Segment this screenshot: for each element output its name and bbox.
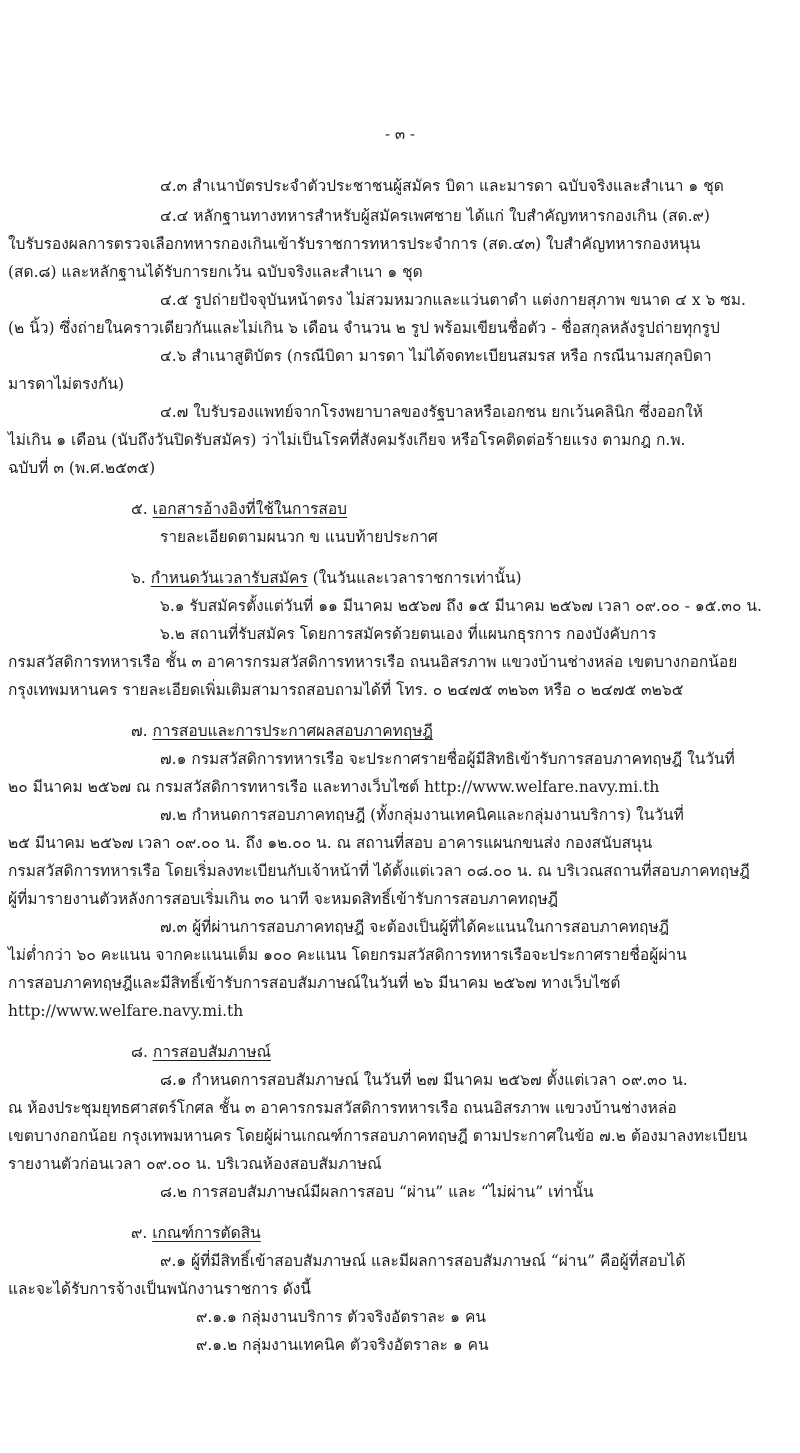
text-line: มารดาไม่ตรงกัน) [8, 375, 125, 393]
section-title: เอกสารอ้างอิงที่ใช้ในการสอบ [152, 500, 348, 518]
text-line: เขตบางกอกน้อย กรุงเทพมหานคร โดยผู้ผ่านเกณฑ์การสอบภาคทฤษฎี ตามประกาศในข้อ ๗.๒ ต้องมาลงทะเบียน [8, 1127, 748, 1145]
section-title: การสอบสัมภาษณ์ [152, 1043, 272, 1061]
text-line: ฉบับที่ ๓ (พ.ศ.๒๕๓๕) [8, 459, 156, 477]
text-line: ใบรับรองผลการตรวจเลือกทหารกองเกินเข้ารับราชการทหารประจำการ (สด.๔๓) ใบสำคัญทหารกองหนุน [8, 235, 701, 253]
text-line: ๖.๑ รับสมัครตั้งแต่วันที่ ๑๑ มีนาคม ๒๕๖๗ ถึง ๑๕ มีนาคม ๒๕๖๗ เวลา ๐๙.๐๐ - ๑๕.๓๐ น. [160, 597, 762, 615]
section-number: ๙. [131, 1224, 153, 1242]
section-number: ๘. [131, 1043, 153, 1061]
text-line: ๗.๒ กำหนดการสอบภาคทฤษฎี (ทั้งกลุ่มงานเทคนิคและกลุ่มงานบริการ) ในวันที่ [160, 806, 684, 824]
text-line: ไม่เกิน ๑ เดือน (นับถึงวันปิดรับสมัคร) ว่าไม่เป็นโรคที่สังคมรังเกียจ หรือโรคติดต่อร้ายแรง ตามกฎ ก.พ. [8, 431, 686, 449]
text-line: ๒๐ มีนาคม ๒๕๖๗ ณ กรมสวัสดิการทหารเรือ และทางเว็บไซต์ http://www.welfare.navy.mi.th [8, 778, 660, 796]
section-title: การสอบและการประกาศผลสอบภาคทฤษฎี [152, 722, 433, 740]
section-heading [131, 568, 522, 588]
text-line: ๘.๑ กำหนดการสอบสัมภาษณ์ ในวันที่ ๒๗ มีนาคม ๒๕๖๗ ตั้งแต่เวลา ๐๙.๓๐ น. [160, 1071, 688, 1089]
section-heading [131, 721, 433, 741]
text-line: ๒๕ มีนาคม ๒๕๖๗ เวลา ๐๙.๐๐ น. ถึง ๑๒.๐๐ น. ณ สถานที่สอบ อาคารแผนกขนส่ง กองสนับสนุน [8, 834, 653, 852]
text-line: ๖.๒ สถานที่รับสมัคร โดยการสมัครด้วยตนเอง ที่แผนกธุรการ กองบังคับการ [160, 625, 657, 643]
section-note: (ในวันและเวลาราชการเท่านั้น) [307, 569, 522, 587]
section-heading [131, 1223, 261, 1243]
section-number: ๗. [131, 722, 153, 740]
section-title: กำหนดวันเวลารับสมัคร [150, 569, 308, 587]
text-line: ๘.๒ การสอบสัมภาษณ์มีผลการสอบ “ผ่าน” และ “ไม่ผ่าน” เท่านั้น [160, 1183, 594, 1201]
text-line: http://www.welfare.navy.mi.th [8, 1002, 244, 1020]
section-heading [131, 1042, 271, 1062]
text-line: ไม่ต่ำกว่า ๖๐ คะแนน จากคะแนนเต็ม ๑๐๐ คะแนน โดยกรมสวัสดิการทหารเรือจะประกาศรายชื่อผู้ผ่าน [8, 946, 687, 964]
text-line: ๗.๑ กรมสวัสดิการทหารเรือ จะประกาศรายชื่อผู้มีสิทธิเข้ารับการสอบภาคทฤษฎี ในวันที่ [160, 750, 735, 768]
text-line: ๙.๑.๑ กลุ่มงานบริการ ตัวจริงอัตราละ ๑ คน [196, 1308, 486, 1326]
text-line: ๙.๑ ผู้ที่มีสิทธิ์เข้าสอบสัมภาษณ์ และมีผลการสอบสัมภาษณ์ “ผ่าน” คือผู้ที่สอบได้ [160, 1252, 686, 1270]
section-heading [131, 499, 347, 519]
text-line: รายละเอียดตามผนวก ข แนบท้ายประกาศ [160, 528, 438, 546]
text-line: ๔.๔ หลักฐานทางทหารสำหรับผู้สมัครเพศชาย ได้แก่ ใบสำคัญทหารกองเกิน (สด.๙) [160, 207, 710, 225]
text-line: กรมสวัสดิการทหารเรือ ชั้น ๓ อาคารกรมสวัสดิการทหารเรือ ถนนอิสรภาพ แขวงบ้านช่างหล่อ เขตบางกอกน้อย [8, 653, 738, 671]
text-line: ๙.๑.๒ กลุ่มงานเทคนิค ตัวจริงอัตราละ ๑ คน [196, 1336, 489, 1354]
text-line: (๒ นิ้ว) ซึ่งถ่ายในคราวเดียวกันและไม่เกิน ๖ เดือน จำนวน ๒ รูป พร้อมเขียนชื่อตัว - ชื่อสกุลหลังรูปถ่ายทุกรูป [8, 319, 720, 337]
text-line: ณ ห้องประชุมยุทธศาสตร์โกศล ชั้น ๓ อาคารกรมสวัสดิการทหารเรือ ถนนอิสรภาพ แขวงบ้านช่างหล่อ [8, 1099, 677, 1117]
section-title: เกณฑ์การตัดสิน [152, 1224, 261, 1242]
text-line: (สด.๘) และหลักฐานได้รับการยกเว้น ฉบับจริงและสำเนา ๑ ชุด [8, 263, 423, 281]
text-line: ๔.๖ สำเนาสูติบัตร (กรณีบิดา มารดา ไม่ได้จดทะเบียนสมรส หรือ กรณีนามสกุลบิดา [160, 347, 712, 365]
page-number: - ๓ - [385, 125, 415, 143]
section-number: ๖. [131, 569, 151, 587]
text-line: รายงานตัวก่อนเวลา ๐๙.๐๐ น. บริเวณห้องสอบสัมภาษณ์ [8, 1155, 382, 1173]
section-number: ๕. [131, 500, 153, 518]
text-line: การสอบภาคทฤษฎีและมีสิทธิ์เข้ารับการสอบสัมภาษณ์ในวันที่ ๒๖ มีนาคม ๒๕๖๗ ทางเว็บไซต์ [8, 974, 621, 992]
text-line: กรมสวัสดิการทหารเรือ โดยเริ่มลงทะเบียนกับเจ้าหน้าที่ ได้ตั้งแต่เวลา ๐๘.๐๐ น. ณ บริเวณสถานที่สอบภาคทฤษฎี [8, 862, 750, 880]
text-line: ๗.๓ ผู้ที่ผ่านการสอบภาคทฤษฎี จะต้องเป็นผู้ที่ได้คะแนนในการสอบภาคทฤษฎี [160, 918, 670, 936]
text-line: ๔.๗ ใบรับรองแพทย์จากโรงพยาบาลของรัฐบาลหรือเอกชน ยกเว้นคลินิก ซึ่งออกให้ [160, 403, 703, 421]
text-line: และจะได้รับการจ้างเป็นพนักงานราชการ ดังนี้ [8, 1280, 311, 1298]
text-line: กรุงเทพมหานคร รายละเอียดเพิ่มเติมสามารถสอบถามได้ที่ โทร. ๐ ๒๔๗๕ ๓๒๖๓ หรือ ๐ ๒๔๗๕ ๓๒๖๕ [8, 681, 684, 699]
text-line: ผู้ที่มารายงานตัวหลังการสอบเริ่มเกิน ๓๐ นาที จะหมดสิทธิ์เข้ารับการสอบภาคทฤษฎี [8, 890, 559, 908]
text-line: ๔.๓ สำเนาบัตรประจำตัวประชาชนผู้สมัคร บิดา และมารดา ฉบับจริงและสำเนา ๑ ชุด [160, 177, 724, 195]
text-line: ๔.๕ รูปถ่ายปัจจุบันหน้าตรง ไม่สวมหมวกและแว่นตาดำ แต่งกายสุภาพ ขนาด ๔ x ๖ ซม. [160, 291, 746, 309]
